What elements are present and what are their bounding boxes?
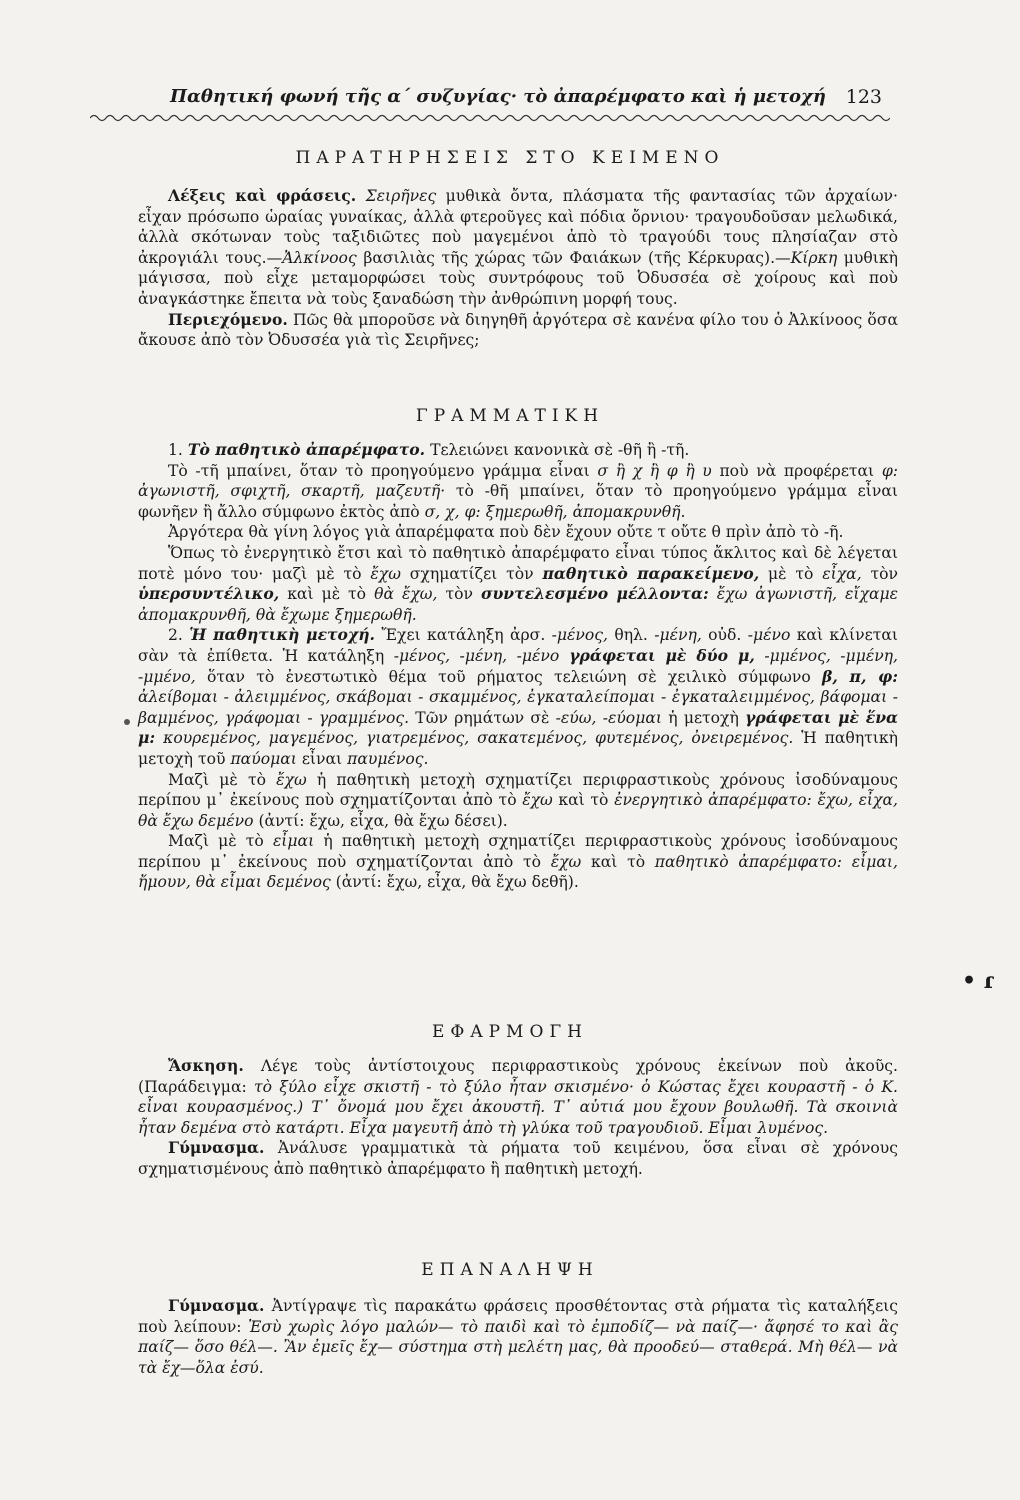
application-block	[138, 1056, 898, 1180]
text-run: κουρεμένος, μαγεμένος, γιατρεμένος, σακατεμένος, φυτεμένος, ὀνειρεμένος.	[155, 729, 794, 748]
text-run: -μμένος, -μμένη, -μμένο,	[138, 646, 898, 686]
text-run: παύομαι	[230, 749, 297, 768]
text-run: παθητικὸ παρακείμενο,	[542, 563, 760, 583]
text-run: σ, χ, φ: ξημερωθῆ, ἀπομακρυνθῆ.	[424, 502, 686, 521]
text-run: ἔχω	[370, 564, 401, 583]
text-run: ἡ μετοχὴ	[661, 708, 746, 727]
text-run: ἡ παθητικὴ μετοχὴ σχηματίζει περιφραστικοὺς χρόνους ἰσοδύναμους περίπου μ᾽ ἐκείνους ποὺ σχηματίζονται ἀπὸ τὸ	[138, 770, 898, 810]
text-run: ἡ παθητικὴ μετοχὴ σχηματίζει περιφραστικοὺς χρόνους ἰσοδύναμους περίπου μ᾽ ἐκείνους ποὺ σχηματίζονται ἀπὸ τὸ	[138, 832, 898, 871]
lexeis-label: Λέξεις καὶ φράσεις.	[168, 186, 357, 205]
grammar-p1	[138, 440, 898, 461]
text-run: μὲ τὸ	[759, 564, 823, 583]
text-run: -μένη,	[654, 626, 702, 645]
text-run: καὶ τὸ	[552, 791, 615, 810]
text-run: θηλ.	[607, 626, 655, 645]
text-run: ποὺ νὰ προφέρεται	[711, 461, 882, 480]
askisi-paragraph	[138, 1056, 898, 1138]
text-run: β, π, φ:	[822, 666, 898, 686]
text-run: γράφεται μὲ δύο μ,	[559, 645, 755, 665]
grammar-p4	[138, 543, 898, 625]
text-run: τὸ ξύλο εἶχε σκιστῆ - τὸ ξύλο ἦταν σκισμένο· ὁ Κώστας ἔχει κουραστῆ - ὁ Κ. εἶναι κουρασμένος.)	[138, 1077, 899, 1117]
text-run: Τὸ -τῆ μπαίνει, ὅταν τὸ προηγούμενο γράμμα εἶναι	[168, 461, 598, 480]
text-run: Ὅπως τὸ ἐνεργητικὸ ἔτσι καὶ τὸ παθητικὸ ἀπαρέμφατο εἶναι τύπος ἄκλιτος καὶ δὲ λέγεται ποτὲ μόνο του· μαζὶ μὲ τὸ	[138, 543, 898, 583]
text-run: τὸν	[861, 564, 899, 583]
text-run: Τ᾽ ὄνομά μου ἔχει ἀκουστῆ. Τ᾽ αὐτιά μου ἔχουν βουλωθῆ. Τὰ σκοινιὰ ἦταν δεμένα στὸ κατάρτι. Εἶχα μαγευτῆ ἀπὸ τὴ γλύκα τοῦ τραγουδιοῦ. Εἶμαι λυμένος.	[138, 1098, 898, 1137]
askisi-label: Ἄσκηση.	[168, 1056, 244, 1075]
application-heading: ΕΦΑΡΜΟΓΗ	[431, 1022, 589, 1042]
text-run: καὶ τὸ	[581, 852, 655, 871]
gymnasma-paragraph	[138, 1138, 898, 1179]
text-run: εἶχα,	[822, 564, 862, 583]
text-run: (ἀντί: ἔχω, εἶχα, θὰ ἔχω δέσει).	[253, 811, 508, 830]
term-seirines: Σειρῆνες	[365, 187, 437, 205]
text-run: Ἡ παθητικὴ μετοχὴ τοῦ	[138, 729, 898, 768]
text-run: παθητικὸ ἀπαρέμφατο:	[654, 852, 843, 871]
observations-block	[138, 186, 898, 351]
lexeis-text: βασιλιὰς τῆς χώρας τῶν Φαιάκων (τῆς Κέρκυρας).—	[356, 248, 791, 267]
text-run: Μαζὶ μὲ τὸ	[168, 770, 277, 789]
item-number: 1.	[168, 441, 183, 459]
grammar-p6	[138, 770, 898, 832]
text-run: συντελεσμένο μέλλοντα:	[480, 584, 709, 604]
text-run: τὸ -θῆ μπαίνει, ὅταν τὸ προηγούμενο γράμμα εἶναι φωνῆεν ἢ ἄλλο σύμφωνο ἐκτὸς ἀπὸ	[138, 482, 898, 521]
periexomeno-paragraph	[138, 310, 898, 351]
periexomeno-text: Πῶς θὰ μποροῦσε νὰ διηγηθῆ ἀργότερα σὲ κανένα φίλο του ὁ Ἀλκίνοος ὅσα ἄκουσε ἀπὸ τὸν Ὀδυσσέα γιὰ τὶς Σειρῆνες;	[138, 310, 898, 350]
grammar-p7	[138, 831, 898, 893]
text-run: εἶναι	[296, 749, 348, 768]
text-run: (ἀντί: ἔχω, εἶχα, θὰ ἔχω δεθῆ).	[330, 873, 579, 892]
text-run: Ἀνάλυσε γραμματικὰ τὰ ρήματα τοῦ κειμένου, ὅσα εἶναι σὲ χρόνους σχηματισμένους ἀπὸ παθητικὸ ἀπαρέμφατο ἢ παθητικὴ μετοχή.	[138, 1139, 898, 1178]
text-run: Λέγε τοὺς ἀντίστοιχους περιφραστικοὺς χρόνους ἐκείνων ποὺ ἀκοῦς. (Παράδειγμα:	[138, 1057, 898, 1096]
text-run: παυμένος.	[347, 749, 429, 768]
text-run: Ἐσὺ χωρὶς λόγο μαλών— τὸ παιδὶ καὶ τὸ ἐμποδίζ— νὰ παίζ—· ἄφησέ το καὶ ἂς παίζ— ὅσο θέλ—. Ἂν ἐμεῖς ἔχ— σύστημα στὴ μελέτη μας, θὰ προοδεύ— σταθερά. Μὴ θέλ— νὰ τὰ ἔχ—ὅλα ἐσύ.	[138, 1317, 898, 1377]
periexomeno-label: Περιεχόμενο.	[168, 309, 288, 329]
page-number: 123	[845, 86, 882, 108]
text-run: -εύω, -εύομαι	[555, 708, 662, 727]
text-run: σ ἢ χ ἢ φ ἢ υ	[597, 461, 712, 480]
gymnasma-label: Γύμνασμα.	[168, 1138, 265, 1158]
text-run: εἶμαι, ἤμουν, θὰ εἶμαι δεμένος	[138, 852, 899, 892]
running-title: Παθητική φωνή τῆς α΄ συζυγίας· τὸ ἀπαρέμφατο καὶ ἡ μετοχή	[170, 86, 826, 107]
review-heading: ΕΠΑΝΑΛΗΨΗ	[421, 1260, 599, 1280]
text-run: ἀλείβομαι - ἀλειμμένος, σκάβομαι - σκαμμένος, ἐγκαταλείπομαι - ἐγκαταλειμμένος, βάφομαι - βαμμένος, γράφομαι - γραμμένος.	[138, 688, 898, 727]
text-run: -μένος,	[551, 626, 608, 645]
item-number: 2.	[168, 626, 183, 645]
text-run: καὶ κλίνεται σὰν τὰ ἐπίθετα. Ἡ κατάληξη	[138, 626, 898, 665]
margin-mark: • ɾ	[962, 968, 994, 994]
text-run: φ: ἀγωνιστῆ, σφιχτῆ, σκαρτῆ, μαζευτῆ·	[138, 461, 898, 501]
text-run: σχηματίζει τὸν	[400, 564, 543, 583]
text-run: Ἔχει κατάληξη ἀρσ.	[374, 626, 552, 645]
text-run: ἔχω	[522, 791, 553, 810]
item-title: Τὸ παθητικὸ ἀπαρέμφατο.	[187, 440, 426, 459]
text-run: καὶ μὲ τὸ	[279, 585, 375, 604]
text-run: ἔχω	[276, 770, 307, 789]
text-run: τὸν	[437, 585, 481, 604]
text-run: Τῶν ρημάτων σὲ	[409, 708, 556, 727]
gymnasma-label: Γύμνασμα.	[168, 1296, 265, 1315]
text-run: Ἀντίγραψε τὶς παρακάτω φράσεις προσθέτοντας στὰ ρήματα τὶς καταλήξεις ποὺ λείπουν:	[138, 1297, 898, 1336]
grammar-p2	[138, 461, 898, 523]
term-kirki: Κίρκη	[790, 248, 838, 267]
text-run: ἔχω, εἶχα, θὰ ἔχω δεμένο	[138, 791, 898, 830]
review-paragraph	[138, 1296, 898, 1378]
text-run: ἐνεργητικὸ ἀπαρέμφατο:	[614, 791, 812, 810]
item-title: Ἡ παθητικὴ μετοχή.	[189, 625, 375, 645]
observations-heading: ΠΑΡΑΤΗΡΗΣΕΙΣ ΣΤΟ ΚΕΙΜΕΝΟ	[295, 148, 725, 168]
text-run: οὐδ.	[701, 626, 748, 645]
grammar-heading: ΓΡΑΜΜΑΤΙΚΗ	[415, 406, 605, 426]
lexeis-text: μυθικὴ μάγισσα, ποὺ εἶχε μεταμορφώσει τοὺς συντρόφους τοῦ Ὀδυσσέα σὲ χοίρους καὶ ποὺ ἀναγκάστηκε ἔπειτα νὰ τοὺς ξαναδώση τὴν ἀνθρώπινη μορφή τους.	[138, 248, 898, 308]
review-block	[138, 1296, 898, 1378]
text-run: εἶμαι	[272, 832, 315, 851]
lexeis-paragraph	[138, 186, 898, 310]
text-run: ὑπερσυντέλικο,	[138, 584, 280, 604]
wavy-divider	[90, 112, 890, 124]
text-run: ἔχω ἀγωνιστῆ, εἴχαμε ἀπομακρυνθῆ, θὰ ἔχωμε ξημερωθῆ.	[138, 585, 898, 624]
text-run: ὅταν τὸ ἐνεστωτικὸ θέμα τοῦ ρήματος τελειώνη σὲ χειλικὸ σύμφωνο	[195, 667, 822, 686]
grammar-block	[138, 440, 898, 893]
margin-dot	[124, 719, 130, 725]
running-header	[170, 86, 882, 107]
text-run: Μαζὶ μὲ τὸ	[168, 832, 273, 851]
item-text: Τελειώνει κανονικὰ σὲ -θῆ ἢ -τῆ.	[425, 441, 690, 459]
term-alkinoos: Ἀλκίνοος	[282, 248, 357, 267]
grammar-p5	[138, 625, 898, 769]
text-run: -μένος, -μένη, -μένο	[393, 646, 560, 665]
text-run: ἔχω	[550, 852, 582, 871]
text-run: γράφεται μὲ ἕνα μ:	[138, 707, 899, 748]
grammar-p3: Ἀργότερα θὰ γίνη λόγος γιὰ ἀπαρέμφατα ποὺ δὲν ἔχουν οὔτε τ οὔτε θ πρὶν ἀπὸ τὸ -ῆ.	[168, 523, 844, 542]
lexeis-text: μυθικὰ ὄντα, πλάσματα τῆς φαντασίας τῶν ἀρχαίων· εἶχαν πρόσωπο ὡραίας γυναίκας, ἀλλὰ φτεροῦγες καὶ πόδια ὄρνιου· τραγουδοῦσαν μελωδικά, ἀλλὰ σκότωναν τοὺς ταξιδιῶτες ποὺ μαγεμένοι ἀπὸ τὸ τραγούδι τους πλησίαζαν στὸ ἀκρογιάλι τους.—	[138, 187, 898, 267]
text-run: -μένο	[747, 626, 791, 645]
text-run: θὰ ἔχω,	[374, 585, 438, 604]
